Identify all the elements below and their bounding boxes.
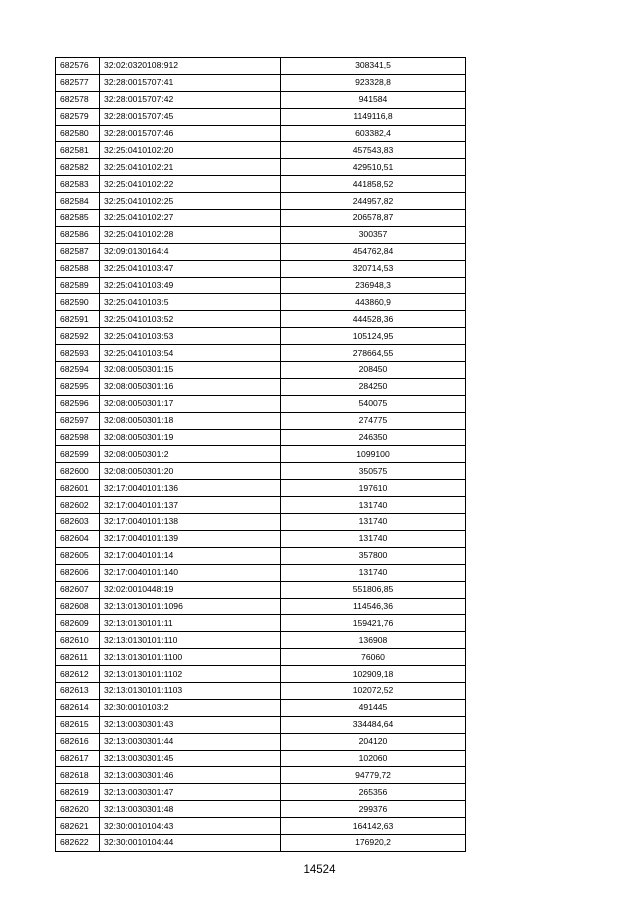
row-number-cell: 682608: [56, 598, 100, 615]
cadastral-number-cell: 32:02:0010448:19: [100, 581, 281, 598]
row-number-cell: 682577: [56, 74, 100, 91]
row-number-cell: 682592: [56, 328, 100, 345]
row-number-cell: 682585: [56, 210, 100, 227]
row-number-cell: 682599: [56, 446, 100, 463]
value-cell: 334484,64: [281, 716, 466, 733]
table-row: [56, 784, 466, 801]
cadastral-number-cell: 32:08:0050301:18: [100, 412, 281, 429]
table-row: [56, 446, 466, 463]
table-row: [56, 801, 466, 818]
value-cell: 443860,9: [281, 294, 466, 311]
table-row: [56, 345, 466, 362]
value-cell: 444528,36: [281, 311, 466, 328]
row-number-cell: 682583: [56, 176, 100, 193]
cadastral-number-cell: 32:02:0320108:912: [100, 58, 281, 75]
table-row: [56, 564, 466, 581]
row-number-cell: 682581: [56, 142, 100, 159]
cadastral-number-cell: 32:25:0410103:53: [100, 328, 281, 345]
cadastral-number-cell: 32:13:0130101:11: [100, 615, 281, 632]
table-row: [56, 395, 466, 412]
cadastral-number-cell: 32:25:0410102:21: [100, 159, 281, 176]
row-number-cell: 682588: [56, 260, 100, 277]
table-row: [56, 58, 466, 75]
row-number-cell: 682587: [56, 243, 100, 260]
row-number-cell: 682591: [56, 311, 100, 328]
table-row: [56, 193, 466, 210]
table-row: [56, 598, 466, 615]
cadastral-number-cell: 32:08:0050301:17: [100, 395, 281, 412]
row-number-cell: 682614: [56, 699, 100, 716]
cadastral-number-cell: 32:25:0410103:5: [100, 294, 281, 311]
table-row: [56, 378, 466, 395]
value-cell: 540075: [281, 395, 466, 412]
value-cell: 197610: [281, 480, 466, 497]
table-row: [56, 142, 466, 159]
row-number-cell: 682595: [56, 378, 100, 395]
cadastral-number-cell: 32:25:0410103:49: [100, 277, 281, 294]
cadastral-number-cell: 32:25:0410102:27: [100, 210, 281, 227]
cadastral-number-cell: 32:17:0040101:136: [100, 480, 281, 497]
value-cell: 284250: [281, 378, 466, 395]
row-number-cell: 682598: [56, 429, 100, 446]
value-cell: 441858,52: [281, 176, 466, 193]
table-row: [56, 649, 466, 666]
cadastral-number-cell: 32:28:0015707:45: [100, 108, 281, 125]
value-cell: 204120: [281, 733, 466, 750]
table-row: [56, 226, 466, 243]
cadastral-number-cell: 32:13:0130101:110: [100, 632, 281, 649]
value-cell: 278664,55: [281, 345, 466, 362]
row-number-cell: 682579: [56, 108, 100, 125]
cadastral-number-cell: 32:08:0050301:15: [100, 362, 281, 379]
row-number-cell: 682576: [56, 58, 100, 75]
row-number-cell: 682596: [56, 395, 100, 412]
value-cell: 941584: [281, 91, 466, 108]
table-row: [56, 834, 466, 851]
row-number-cell: 682589: [56, 277, 100, 294]
value-cell: 244957,82: [281, 193, 466, 210]
value-cell: 551806,85: [281, 581, 466, 598]
value-cell: 454762,84: [281, 243, 466, 260]
value-cell: 159421,76: [281, 615, 466, 632]
value-cell: 236948,3: [281, 277, 466, 294]
cadastral-number-cell: 32:25:0410102:22: [100, 176, 281, 193]
value-cell: 76060: [281, 649, 466, 666]
value-cell: 208450: [281, 362, 466, 379]
page-number: 14524: [303, 864, 336, 876]
cadastral-number-cell: 32:25:0410102:20: [100, 142, 281, 159]
row-number-cell: 682586: [56, 226, 100, 243]
row-number-cell: 682617: [56, 750, 100, 767]
row-number-cell: 682613: [56, 682, 100, 699]
cadastral-number-cell: 32:30:0010103:2: [100, 699, 281, 716]
table-row: [56, 480, 466, 497]
table-row: [56, 159, 466, 176]
cadastral-number-cell: 32:25:0410102:25: [100, 193, 281, 210]
cadastral-number-cell: 32:08:0050301:16: [100, 378, 281, 395]
cadastral-number-cell: 32:13:0030301:45: [100, 750, 281, 767]
row-number-cell: 682612: [56, 666, 100, 683]
table-row: [56, 682, 466, 699]
cadastral-number-cell: 32:13:0130101:1103: [100, 682, 281, 699]
row-number-cell: 682615: [56, 716, 100, 733]
row-number-cell: 682609: [56, 615, 100, 632]
cadastral-number-cell: 32:30:0010104:43: [100, 818, 281, 835]
row-number-cell: 682606: [56, 564, 100, 581]
table-row: [56, 91, 466, 108]
value-cell: 299376: [281, 801, 466, 818]
row-number-cell: 682618: [56, 767, 100, 784]
row-number-cell: 682582: [56, 159, 100, 176]
cadastral-number-cell: 32:13:0130101:1100: [100, 649, 281, 666]
row-number-cell: 682603: [56, 514, 100, 531]
registry-table-body: [56, 58, 466, 852]
value-cell: 131740: [281, 497, 466, 514]
row-number-cell: 682590: [56, 294, 100, 311]
table-row: [56, 243, 466, 260]
table-row: [56, 514, 466, 531]
table-row: [56, 530, 466, 547]
value-cell: 246350: [281, 429, 466, 446]
table-row: [56, 125, 466, 142]
cadastral-number-cell: 32:13:0130101:1096: [100, 598, 281, 615]
value-cell: 429510,51: [281, 159, 466, 176]
table-row: [56, 666, 466, 683]
row-number-cell: 682594: [56, 362, 100, 379]
value-cell: 357800: [281, 547, 466, 564]
value-cell: 131740: [281, 514, 466, 531]
row-number-cell: 682622: [56, 834, 100, 851]
value-cell: 102060: [281, 750, 466, 767]
row-number-cell: 682605: [56, 547, 100, 564]
row-number-cell: 682601: [56, 480, 100, 497]
table-row: [56, 328, 466, 345]
value-cell: 164142,63: [281, 818, 466, 835]
row-number-cell: 682600: [56, 463, 100, 480]
row-number-cell: 682597: [56, 412, 100, 429]
table-row: [56, 176, 466, 193]
cadastral-number-cell: 32:17:0040101:139: [100, 530, 281, 547]
table-row: [56, 210, 466, 227]
cadastral-number-cell: 32:25:0410102:28: [100, 226, 281, 243]
row-number-cell: 682602: [56, 497, 100, 514]
cadastral-number-cell: 32:25:0410103:52: [100, 311, 281, 328]
value-cell: 176920,2: [281, 834, 466, 851]
value-cell: 300357: [281, 226, 466, 243]
value-cell: 1149116,8: [281, 108, 466, 125]
cadastral-number-cell: 32:13:0030301:48: [100, 801, 281, 818]
value-cell: 105124,95: [281, 328, 466, 345]
table-row: [56, 294, 466, 311]
cadastral-number-cell: 32:13:0030301:47: [100, 784, 281, 801]
cadastral-number-cell: 32:28:0015707:46: [100, 125, 281, 142]
table-row: [56, 74, 466, 91]
table-row: [56, 615, 466, 632]
value-cell: 274775: [281, 412, 466, 429]
value-cell: 265356: [281, 784, 466, 801]
value-cell: 1099100: [281, 446, 466, 463]
table-row: [56, 733, 466, 750]
row-number-cell: 682621: [56, 818, 100, 835]
cadastral-number-cell: 32:17:0040101:137: [100, 497, 281, 514]
row-number-cell: 682593: [56, 345, 100, 362]
table-row: [56, 767, 466, 784]
table-row: [56, 429, 466, 446]
value-cell: 320714,53: [281, 260, 466, 277]
row-number-cell: 682578: [56, 91, 100, 108]
table-row: [56, 699, 466, 716]
value-cell: 923328,8: [281, 74, 466, 91]
table-row: [56, 497, 466, 514]
cadastral-number-cell: 32:25:0410103:47: [100, 260, 281, 277]
table-row: [56, 108, 466, 125]
cadastral-number-cell: 32:17:0040101:14: [100, 547, 281, 564]
cadastral-number-cell: 32:25:0410103:54: [100, 345, 281, 362]
cadastral-number-cell: 32:30:0010104:44: [100, 834, 281, 851]
value-cell: 114546,36: [281, 598, 466, 615]
value-cell: 102909,18: [281, 666, 466, 683]
table-row: [56, 818, 466, 835]
row-number-cell: 682607: [56, 581, 100, 598]
registry-table: [55, 57, 466, 852]
cadastral-number-cell: 32:08:0050301:19: [100, 429, 281, 446]
value-cell: 102072,52: [281, 682, 466, 699]
cadastral-number-cell: 32:13:0030301:43: [100, 716, 281, 733]
value-cell: 308341,5: [281, 58, 466, 75]
cadastral-number-cell: 32:08:0050301:20: [100, 463, 281, 480]
table-row: [56, 277, 466, 294]
value-cell: 350575: [281, 463, 466, 480]
row-number-cell: 682610: [56, 632, 100, 649]
table-row: [56, 750, 466, 767]
row-number-cell: 682604: [56, 530, 100, 547]
table-row: [56, 547, 466, 564]
cadastral-number-cell: 32:28:0015707:42: [100, 91, 281, 108]
table-row: [56, 311, 466, 328]
value-cell: 457543,83: [281, 142, 466, 159]
value-cell: 206578,87: [281, 210, 466, 227]
cadastral-number-cell: 32:13:0030301:46: [100, 767, 281, 784]
cadastral-number-cell: 32:13:0130101:1102: [100, 666, 281, 683]
cadastral-number-cell: 32:17:0040101:138: [100, 514, 281, 531]
cadastral-number-cell: 32:17:0040101:140: [100, 564, 281, 581]
table-row: [56, 260, 466, 277]
row-number-cell: 682584: [56, 193, 100, 210]
value-cell: 131740: [281, 530, 466, 547]
table-row: [56, 581, 466, 598]
value-cell: 491445: [281, 699, 466, 716]
table-row: [56, 463, 466, 480]
table-row: [56, 632, 466, 649]
cadastral-number-cell: 32:09:0130164:4: [100, 243, 281, 260]
value-cell: 131740: [281, 564, 466, 581]
row-number-cell: 682616: [56, 733, 100, 750]
row-number-cell: 682611: [56, 649, 100, 666]
table-row: [56, 412, 466, 429]
table-row: [56, 362, 466, 379]
row-number-cell: 682619: [56, 784, 100, 801]
cadastral-number-cell: 32:28:0015707:41: [100, 74, 281, 91]
cadastral-number-cell: 32:08:0050301:2: [100, 446, 281, 463]
row-number-cell: 682620: [56, 801, 100, 818]
value-cell: 94779,72: [281, 767, 466, 784]
row-number-cell: 682580: [56, 125, 100, 142]
value-cell: 136908: [281, 632, 466, 649]
table-row: [56, 716, 466, 733]
cadastral-number-cell: 32:13:0030301:44: [100, 733, 281, 750]
value-cell: 603382,4: [281, 125, 466, 142]
